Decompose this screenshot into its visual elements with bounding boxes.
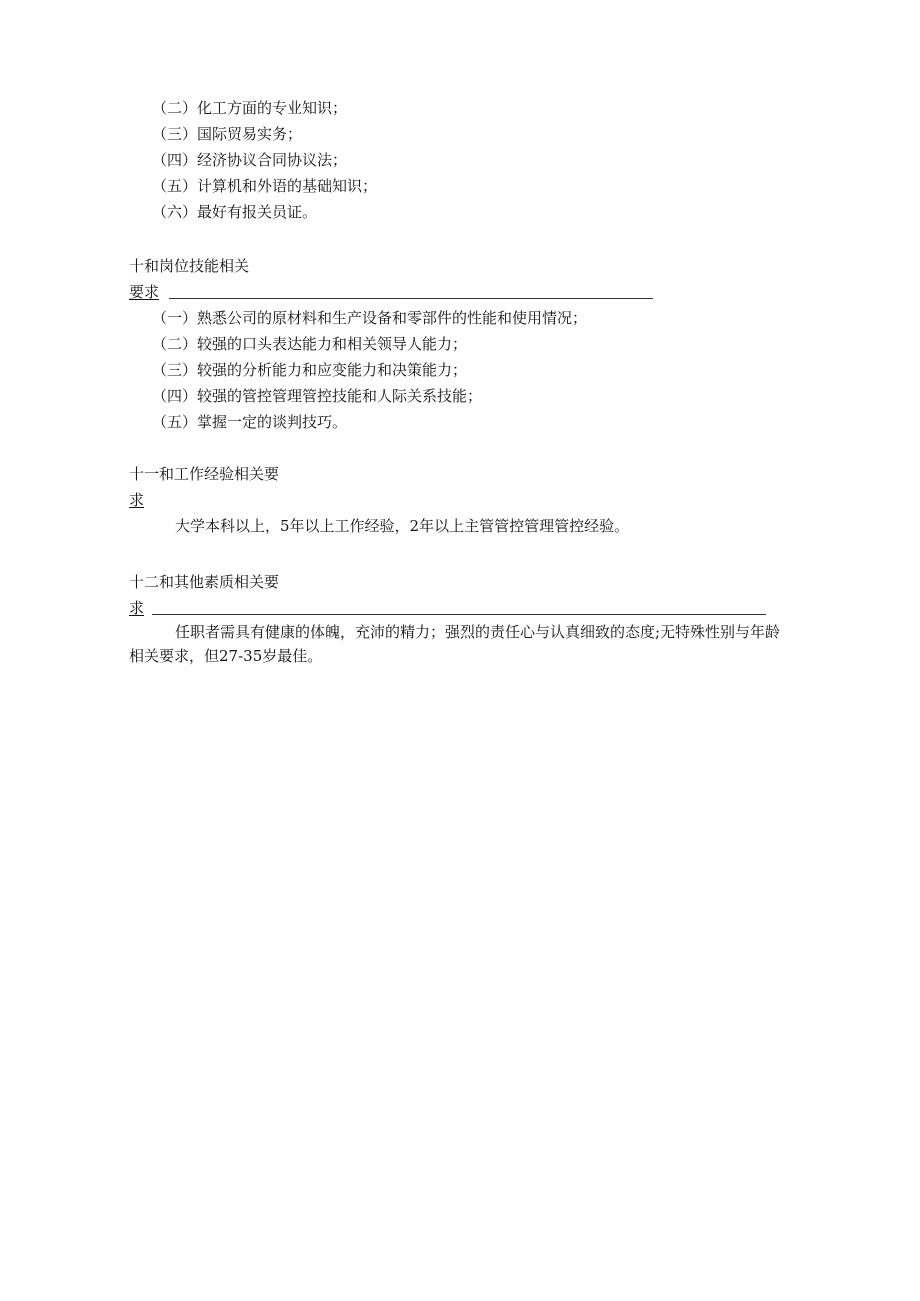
section-12-heading: 十二和其他素质相关要 [129, 573, 280, 591]
knowledge-item-3: （三）国际贸易实务； [152, 125, 303, 143]
skill-item-2: （二）较强的口头表达能力和相关领导人能力； [152, 335, 468, 353]
section-12-rule [152, 614, 766, 615]
knowledge-item-5: （五）计算机和外语的基础知识； [152, 177, 378, 195]
section-11-label: 求 [129, 491, 145, 509]
knowledge-item-4: （四）经济协议合同协议法； [152, 151, 348, 169]
section-11-heading: 十一和工作经验相关要 [129, 465, 280, 483]
skill-item-1: （一）熟悉公司的原材料和生产设备和零部件的性能和使用情况； [152, 309, 588, 327]
knowledge-item-2: （二）化工方面的专业知识； [152, 99, 348, 117]
skill-item-3: （三）较强的分析能力和应变能力和决策能力； [152, 361, 468, 379]
qualities-text: 任职者需具有健康的体魄，充沛的精力；强烈的责任心与认真细致的态度;无特殊性别与年龄相关要求，但27-35岁最佳。 [129, 623, 781, 665]
knowledge-item-6: （六）最好有报关员证。 [152, 203, 318, 221]
skill-item-4: （四）较强的管控管理管控技能和人际关系技能； [152, 387, 483, 405]
skill-item-5: （五）掌握一定的谈判技巧。 [152, 413, 348, 431]
section-10-heading: 十和岗位技能相关 [129, 257, 250, 275]
section-12-label: 求 [129, 599, 145, 617]
section-10-rule [169, 298, 653, 299]
section-10-label: 要求 [129, 283, 160, 301]
experience-text: 大学本科以上，5年以上工作经验，2年以上主管管控管理管控经验。 [175, 517, 630, 535]
